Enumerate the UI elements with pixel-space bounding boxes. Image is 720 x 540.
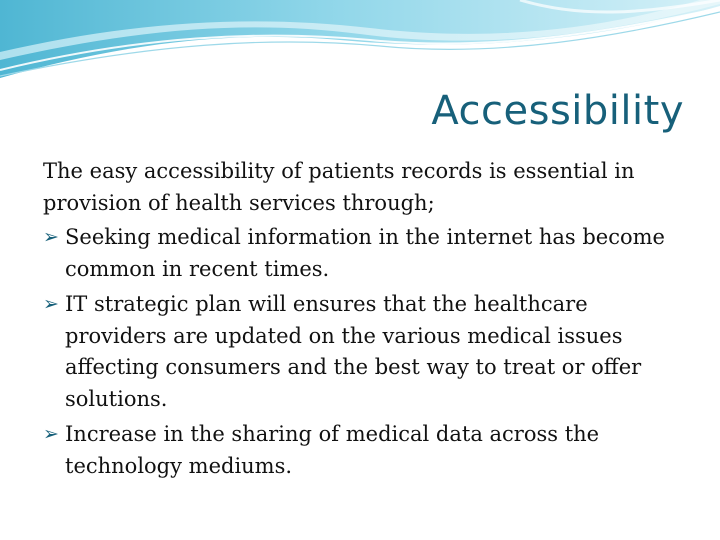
bullet-text: Seeking medical information in the internet has become common in recent times. [65,225,665,281]
arrow-bullet-icon: ➢ [43,226,59,248]
slide-title: Accessibility [431,88,684,134]
arrow-bullet-icon: ➢ [43,423,59,445]
bullet-item [43,289,683,415]
bullet-text: IT strategic plan will ensures that the healthcare providers are updated on the various medical issues affecting consumers and the best way to treat or offer solutions. [65,292,642,411]
bullet-item [43,222,683,285]
arrow-bullet-icon: ➢ [43,293,59,315]
slide-content [43,156,683,486]
intro-paragraph: The easy accessibility of patients records is essential in provision of health services through; [43,159,635,215]
decorative-wave-header [0,0,720,100]
bullet-text: Increase in the sharing of medical data across the technology mediums. [65,422,600,478]
bullet-item [43,419,683,482]
